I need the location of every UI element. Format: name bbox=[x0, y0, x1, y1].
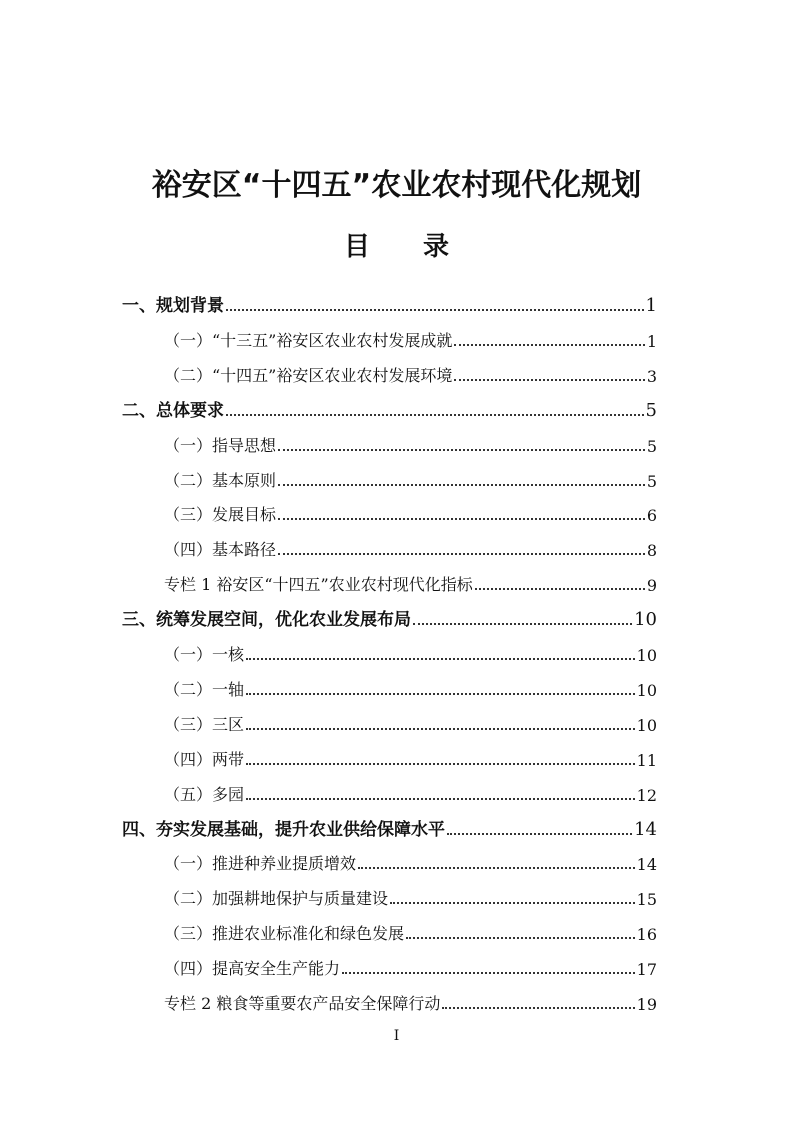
dot-leader bbox=[246, 692, 635, 695]
toc-entry-page: 10 bbox=[636, 680, 657, 700]
dot-leader bbox=[226, 413, 644, 416]
toc-entry-label: （二）“十四五”裕安区农业农村发展环境 bbox=[164, 365, 453, 385]
dot-leader bbox=[390, 901, 635, 904]
dot-leader bbox=[278, 483, 645, 486]
dot-leader bbox=[447, 832, 632, 835]
dot-leader bbox=[226, 308, 644, 311]
toc-entry-page: 3 bbox=[646, 366, 657, 386]
toc-entry-label: （四）提高安全生产能力 bbox=[164, 959, 341, 979]
toc-subsection-entry[interactable] bbox=[164, 980, 657, 1014]
dot-leader bbox=[246, 657, 635, 660]
toc-entry-page: 10 bbox=[634, 609, 657, 631]
dot-leader bbox=[278, 552, 645, 555]
toc-subsection-entry[interactable] bbox=[164, 491, 657, 525]
toc-entry-label: 一、规划背景 bbox=[122, 296, 224, 316]
dot-leader bbox=[246, 762, 635, 765]
dot-leader bbox=[475, 587, 645, 590]
toc-entry-label: （三）三区 bbox=[164, 714, 245, 734]
toc-entry-label: （一）一核 bbox=[164, 645, 245, 664]
toc-entry-page: 10 bbox=[636, 646, 657, 665]
toc-entry-page: 1 bbox=[645, 295, 657, 316]
toc-section-entry[interactable] bbox=[122, 596, 657, 630]
toc-subsection-entry[interactable] bbox=[164, 875, 657, 909]
toc-entry-label: （一）指导思想 bbox=[164, 435, 277, 455]
toc-entry-page: 10 bbox=[636, 715, 657, 735]
toc-subsection-entry[interactable] bbox=[164, 945, 657, 979]
toc-entry-page: 12 bbox=[636, 785, 657, 805]
dot-leader bbox=[342, 971, 635, 974]
toc-section-entry[interactable] bbox=[122, 806, 657, 840]
toc-entry-label: （四）基本路径 bbox=[164, 540, 277, 560]
toc-entry-page: 1 bbox=[646, 331, 657, 351]
dot-leader bbox=[246, 727, 635, 730]
dot-leader bbox=[442, 1006, 634, 1009]
toc-entry-label: （四）两带 bbox=[164, 749, 245, 769]
toc-subsection-entry[interactable] bbox=[164, 352, 657, 386]
dot-leader bbox=[413, 622, 632, 625]
page-number: I bbox=[393, 1028, 400, 1044]
toc-heading: 目 录 bbox=[343, 232, 472, 262]
toc-entry-label: 三、统筹发展空间，优化农业发展布局 bbox=[122, 610, 411, 631]
toc-entry-label: 专栏 2 粮食等重要农产品安全保障行动 bbox=[164, 994, 441, 1013]
toc-entry-label: （三）发展目标 bbox=[164, 505, 277, 525]
toc-entry-label: （二）加强耕地保护与质量建设 bbox=[164, 889, 389, 909]
toc-entry-page: 14 bbox=[634, 818, 657, 840]
toc-subsection-entry[interactable] bbox=[164, 457, 657, 491]
toc-subsection-entry[interactable] bbox=[164, 840, 657, 874]
dot-leader bbox=[406, 936, 635, 939]
toc-subsection-entry[interactable] bbox=[164, 736, 657, 770]
toc-entry-page: 14 bbox=[636, 855, 657, 875]
toc-subsection-entry[interactable] bbox=[164, 701, 657, 735]
toc-entry-page: 15 bbox=[636, 890, 657, 910]
toc-entry-label: 二、总体要求 bbox=[122, 400, 224, 421]
dot-leader bbox=[278, 448, 645, 451]
toc-subsection-entry[interactable] bbox=[164, 317, 657, 351]
dot-leader bbox=[358, 866, 635, 869]
toc-entry-label: （三）推进农业标准化和绿色发展 bbox=[164, 924, 405, 944]
toc-section-entry[interactable] bbox=[122, 282, 657, 316]
toc-subsection-entry[interactable] bbox=[164, 631, 657, 665]
toc-entry-page: 6 bbox=[646, 506, 657, 526]
toc-subsection-entry[interactable] bbox=[164, 561, 657, 595]
toc-entry-page: 5 bbox=[645, 399, 657, 421]
dot-leader bbox=[454, 343, 644, 346]
dot-leader bbox=[246, 797, 635, 800]
toc-entry-page: 17 bbox=[636, 960, 657, 980]
toc-subsection-entry[interactable] bbox=[164, 526, 657, 560]
dot-leader bbox=[278, 517, 645, 520]
toc-entry-label: （二）一轴 bbox=[164, 679, 245, 699]
toc-subsection-entry[interactable] bbox=[164, 422, 657, 456]
toc-subsection-entry[interactable] bbox=[164, 910, 657, 944]
dot-leader bbox=[454, 378, 644, 381]
toc-entry-label: 四、夯实发展基础，提升农业供给保障水平 bbox=[122, 819, 445, 840]
toc-entry-page: 16 bbox=[636, 925, 657, 945]
toc-entry-page: 11 bbox=[636, 750, 657, 770]
toc-entry-page: 5 bbox=[646, 436, 657, 456]
toc-entry-label: （一）“十三五”裕安区农业农村发展成就 bbox=[164, 330, 453, 350]
toc-section-entry[interactable] bbox=[122, 387, 657, 421]
document-title: 裕安区“十四五”农业农村现代化规划 bbox=[151, 168, 642, 203]
toc-entry-page: 5 bbox=[646, 471, 657, 491]
toc-entry-label: （一）推进种养业提质增效 bbox=[164, 854, 357, 874]
toc-entry-page: 8 bbox=[646, 541, 657, 561]
toc-entry-label: （五）多园 bbox=[164, 784, 245, 804]
toc-entry-page: 19 bbox=[636, 995, 657, 1014]
toc-entry-page: 9 bbox=[646, 576, 657, 596]
toc-entry-label: （二）基本原则 bbox=[164, 470, 277, 490]
toc-subsection-entry[interactable] bbox=[164, 666, 657, 700]
toc-subsection-entry[interactable] bbox=[164, 771, 657, 805]
toc-entry-label: 专栏 1 裕安区“十四五”农业农村现代化指标 bbox=[164, 575, 473, 595]
